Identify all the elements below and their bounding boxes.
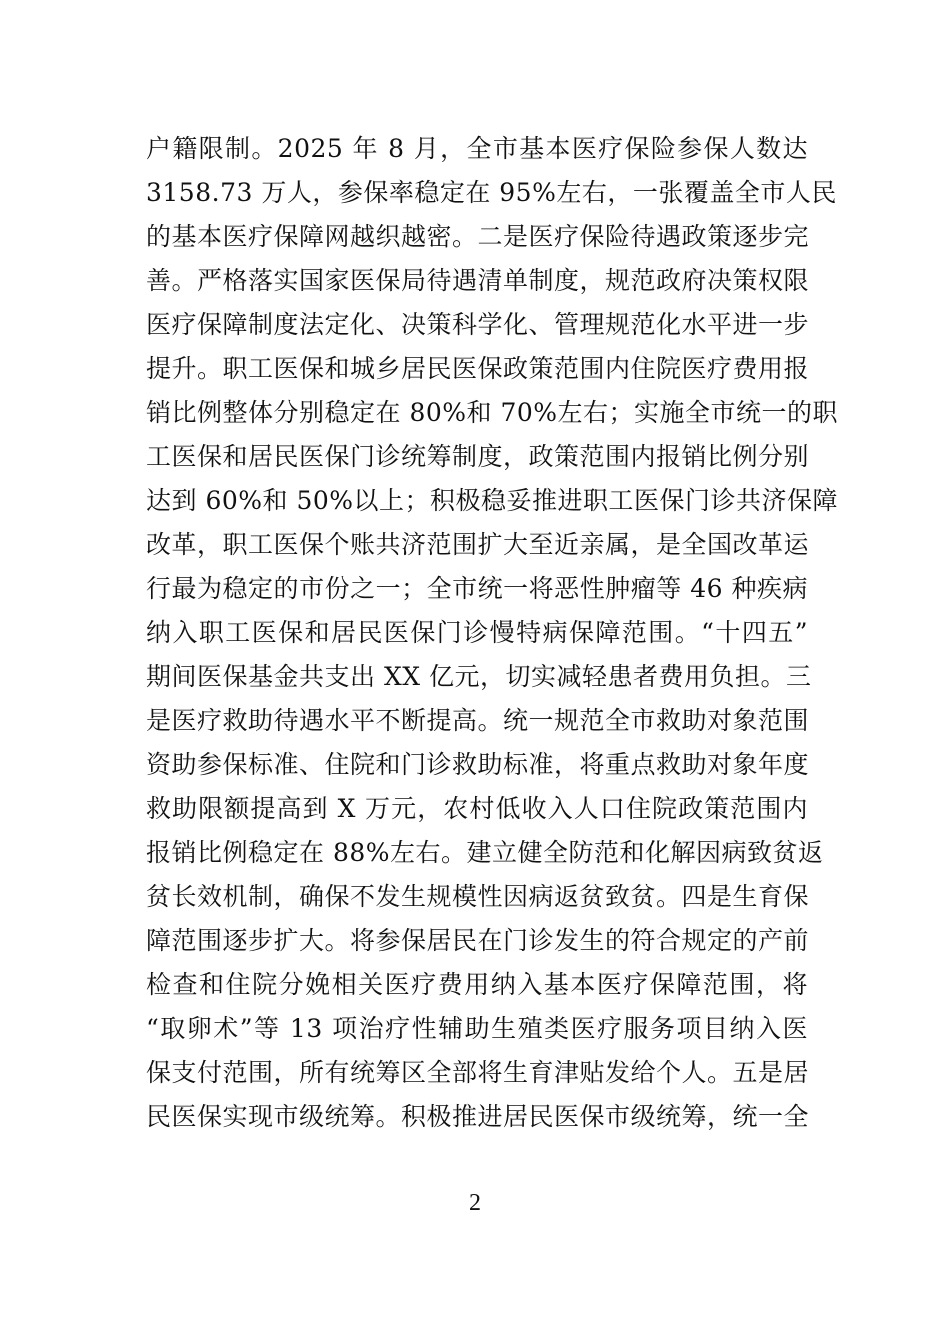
paragraph-line: 提升。职工医保和城乡居民医保政策范围内住院医疗费用报 xyxy=(146,354,810,383)
paragraph-line: 达到 60%和 50%以上；积极稳妥推进职工医保门诊共济保障 xyxy=(146,486,839,515)
paragraph-line: 行最为稳定的市份之一；全市统一将恶性肿瘤等 46 种疾病 xyxy=(146,574,808,603)
page-number: 2 xyxy=(469,1190,481,1216)
paragraph-line: 改革，职工医保个账共济范围扩大至近亲属，是全国改革运 xyxy=(146,530,810,559)
paragraph-line: 3158.73 万人，参保率稳定在 95%左右，一张覆盖全市人民 xyxy=(146,178,837,207)
paragraph-line: 的基本医疗保障网越织越密。二是医疗保险待遇政策逐步完 xyxy=(146,222,810,251)
paragraph-line: 医疗保障制度法定化、决策科学化、管理规范化水平进一步 xyxy=(146,310,810,339)
paragraph-line: 障范围逐步扩大。将参保居民在门诊发生的符合规定的产前 xyxy=(146,926,810,955)
paragraph-line: 民医保实现市级统筹。积极推进居民医保市级统筹，统一全 xyxy=(146,1102,810,1131)
paragraph-line: 户籍限制。2025 年 8 月，全市基本医疗保险参保人数达 xyxy=(146,134,808,163)
paragraph-line: 救助限额提高到 X 万元，农村低收入人口住院政策范围内 xyxy=(146,794,808,823)
paragraph-line: 是医疗救助待遇水平不断提高。统一规范全市救助对象范围 xyxy=(146,706,810,735)
paragraph-line: 报销比例稳定在 88%左右。建立健全防范和化解因病致贫返 xyxy=(146,838,824,867)
paragraph-line: 期间医保基金共支出 XX 亿元，切实减轻患者费用负担。三 xyxy=(146,662,812,691)
paragraph-line: 资助参保标准、住院和门诊救助标准，将重点救助对象年度 xyxy=(146,750,810,779)
paragraph-line: 贫长效机制，确保不发生规模性因病返贫致贫。四是生育保 xyxy=(146,882,810,911)
paragraph-line: “取卵术”等 13 项治疗性辅助生殖类医疗服务项目纳入医 xyxy=(146,1014,808,1043)
paragraph-line: 工医保和居民医保门诊统筹制度，政策范围内报销比例分别 xyxy=(146,442,810,471)
paragraph-line: 保支付范围，所有统筹区全部将生育津贴发给个人。五是居 xyxy=(146,1058,810,1087)
paragraph-line: 检查和住院分娩相关医疗费用纳入基本医疗保障范围，将 xyxy=(146,970,808,999)
paragraph-line: 销比例整体分别稳定在 80%和 70%左右；实施全市统一的职 xyxy=(146,398,839,427)
paragraph-line: 善。严格落实国家医保局待遇清单制度，规范政府决策权限 xyxy=(146,266,810,295)
paragraph-line: 纳入职工医保和居民医保门诊慢特病保障范围。“十四五” xyxy=(146,618,808,647)
